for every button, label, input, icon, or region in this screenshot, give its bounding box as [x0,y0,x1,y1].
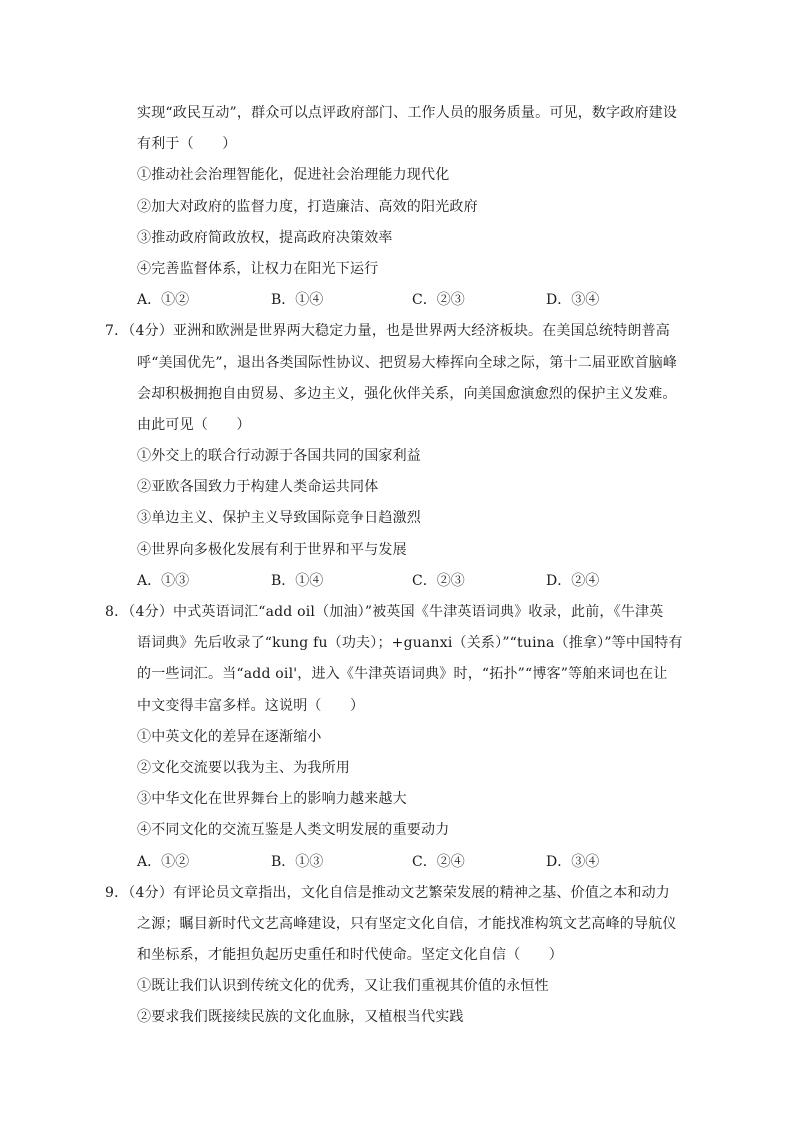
question-6 [137,98,682,316]
statement-option: ②文化交流要以我为主、为我所用 [137,759,350,776]
choice-b: B．①③ [271,853,324,870]
choice-a: A．①③ [137,572,190,589]
question-stem-line: 中文变得丰富多样。这说明（ ） [137,697,365,714]
page-content [105,98,683,1034]
choice-d: D．③④ [546,292,600,309]
question-stem-line: 8．（4分）中式英语词汇“add oil（加油）”被英国《牛津英语词典》收录，此前，《牛津英 [105,604,664,620]
choice-d: D．③④ [546,853,600,870]
statement-option: ④世界向多极化发展有利于世界和平与发展 [137,541,407,558]
choice-c: C．②④ [412,853,465,870]
choice-b: B．①④ [271,292,324,309]
question-stem-line: 9．（4分）有评论员文章指出，文化自信是推动文艺繁荣发展的精神之基、价值之本和动力 [105,884,671,901]
statement-option: ①既让我们认识到传统文化的优秀，又让我们重视其价值的永恒性 [137,978,549,995]
statement-option: ②要求我们既接续民族的文化血脉，又植根当代实践 [137,1009,464,1026]
question-7 [105,316,682,597]
statement-option: ①中英文化的差异在逐渐缩小 [137,728,322,745]
choice-d: D．②④ [546,572,600,589]
question-stem-line: 实现“政民互动”，群众可以点评政府部门、工作人员的服务质量。可见，数字政府建设 [137,105,678,121]
choice-b: B．①④ [271,572,324,589]
question-stem-line: 有利于（ ） [137,136,237,153]
statement-option: ④完善监督体系，让权力在阳光下运行 [137,260,379,277]
choice-a: A．①② [137,292,190,309]
answer-choices [137,285,682,316]
answer-choices [137,847,682,878]
question-stem-line: 由此可见（ ） [137,416,251,433]
question-stem-line: 的一些词汇。当“add oil'，进入《牛津英语词典》时，“拓扑”“博客”等舶来词也在让 [137,666,668,683]
question-9 [105,878,682,1034]
question-stem-line: 会却积极拥抱自由贸易、多边主义，强化伙伴关系，向美国愈演愈烈的保护主义发难。 [137,385,677,402]
question-stem-line: 呼“美国优先”，退出各类国际性协议、把贸易大棒挥向全球之际，第十二届亚欧首脑峰 [137,354,678,371]
question-8 [105,597,683,878]
question-stem-line: 之源；瞩目新时代文艺高峰建设，只有坚定文化自信，才能找准构筑文艺高峰的导航仪 [137,915,677,932]
question-stem-line: 语词典》先后收录了“kung fu（功夫）；+guanxi（关系）”“tuina（推拿）”等中国特有 [137,635,683,652]
question-stem-line: 和坐标系，才能担负起历史重任和时代使命。坚定文化自信（ ） [137,947,563,964]
statement-option: ④不同文化的交流互鉴是人类文明发展的重要动力 [137,822,450,839]
statement-option: ③单边主义、保护主义导致国际竞争日趋激烈 [137,510,421,527]
statement-option: ②加大对政府的监督力度，打造廉洁、高效的阳光政府 [137,198,478,215]
statement-option: ③推动政府简政放权，提高政府决策效率 [137,229,393,246]
choice-a: A．①② [137,853,190,870]
statement-option: ①推动社会治理智能化，促进社会治理能力现代化 [137,167,450,184]
choice-c: C．②③ [412,292,465,309]
question-stem-line: 7．（4分）亚洲和欧洲是世界两大稳定力量，也是世界两大经济板块。在美国总统特朗普高 [105,323,671,340]
statement-option: ②亚欧各国致力于构建人类命运共同体 [137,479,379,496]
answer-choices [137,566,682,597]
choice-c: C．②③ [412,572,465,589]
statement-option: ③中华文化在世界舞台上的影响力越来越大 [137,791,407,808]
statement-option: ①外交上的联合行动源于各国共同的国家利益 [137,448,421,465]
